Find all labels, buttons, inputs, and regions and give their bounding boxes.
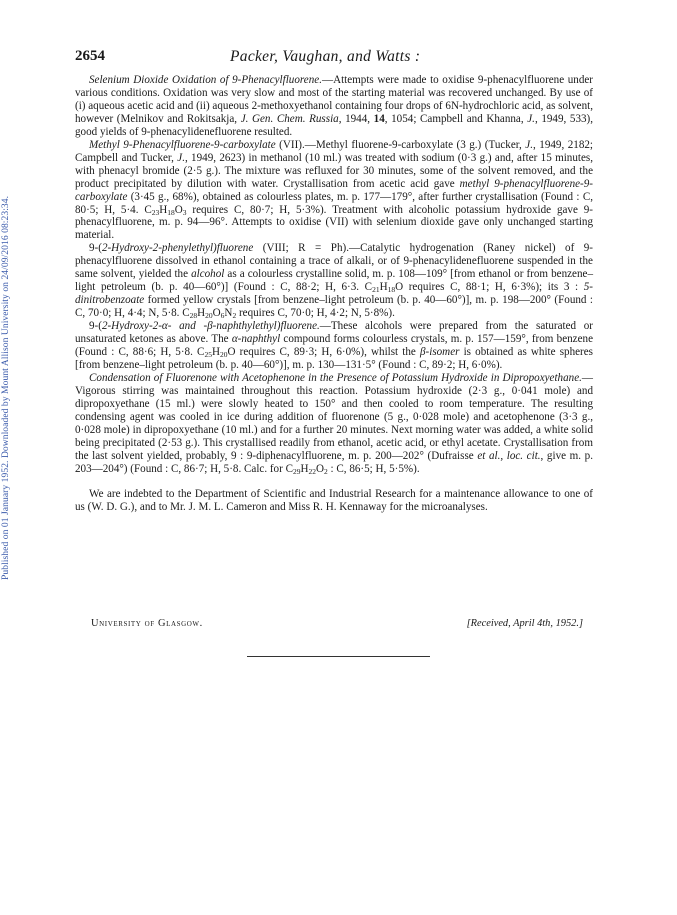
paragraph-text: is obtained as white spheres [from benzene–light petroleum (b. p. 40—60°)], m. p. 130—131·5° (Found : C, 89·2; H, 6·0%). [75,346,593,371]
citation: J. [177,151,185,164]
volume-number: 14 [373,112,385,125]
paragraph-text: 9-( [89,320,102,333]
affiliation: University of Glasgow. [91,618,203,629]
paragraph-text: 9-( [89,242,102,255]
paragraph-text: , 1949, 2623) in methanol (10 ml.) was treated with sodium (0·3 g.) and, after 15 minutes, with phenacyl bromide (2·5 g.). The mixture was refluxed for 30 minutes, some of the solvent removed, and the product precipitated by dilution with water. Crystallisation from acetic acid gave [75,151,593,190]
paragraph-text: as a colourless crystalline solid, m. p. 108—109° [from ethanol or from benzene–light petroleum (b. p. 40—60°)] (Found : C, 88·2; H, 6·3. C [75,268,593,294]
formula-subscript: 2 [324,466,328,476]
paragraph-text: compound forms colourless crystals, m. p. 157—159°, from benzene (Found : C, 88·6; H, 5·8. C [75,333,593,359]
compound-name: 5-dinitrobenzoate [75,281,593,307]
paragraph-text: O [212,307,221,320]
section-title: 2-Hydroxy-2-α- and -β-naphthylethyl)fluorene. [101,320,320,333]
paragraph-text: H [197,307,206,320]
paragraph-naphthylethyl [75,320,593,372]
paragraph-hydroxy-phenylethyl [75,242,593,320]
section-title: Condensation of Fluorenone with Acetophenone in the Presence of Potassium Hydroxide in Dipropoxyethane. [89,371,582,384]
paragraph-text: : C, 86·5; H, 5·5%). [327,462,420,475]
formula-subscript: 18 [387,285,396,295]
paragraph-text: , 1949, 533), good yields of 9-phenacylidenefluorene resulted. [75,112,594,138]
section-title: 2-Hydroxy-2-phenylethyl)fluorene [101,242,254,255]
paragraph-text: —Vigorous stirring was maintained throughout this reaction. Potassium hydroxide (2·3 g., 0·041 mole) and dipropoxyethane (15 ml.) were slowly heated to 150° and then cooled to room temperature. The resulting condensing agent was cooled in ice during addition of fluorenone (5 g., 0·028 mole) and acetophenone (3·3 g., 0·028 mole) in dipropoxyethane (10 ml.) and for a further 20 minutes. Next morning water was added, a white solid being precipitated (2·53 g.). This crystallised readily from ethanol, acetic acid, or ethyl acetate. Crystallisation from the last solvent yielded, probably, 9 : 9-diphenacylfluorene, m. p. 200—202° (Dufraisse [75,371,593,462]
paragraph-text: H [159,203,168,216]
formula-subscript: 28 [189,311,198,321]
formula-subscript: 23 [151,207,160,217]
citation: et al., loc. cit. [477,449,541,462]
paragraph-condensation [75,372,593,476]
compound-name: methyl 9-phenacylfluorene-9-carboxylate [75,177,593,203]
paragraph-text: O [316,462,325,475]
compound-name: α-naphthyl [231,333,281,346]
download-watermark [0,25,24,580]
formula-subscript: 18 [167,207,175,217]
paragraph-text: N [224,307,233,320]
formula-subscript: 22 [308,466,316,476]
page-header [75,48,595,68]
compound-name: alcohol [191,268,225,281]
formula-subscript: 21 [372,285,380,295]
citation: J. [527,112,535,125]
formula-subscript: 25 [204,350,212,360]
received-date: [Received, April 4th, 1952.] [466,618,583,629]
paragraph-selenium-dioxide [75,74,593,139]
paragraph-text: (VIII; R = Ph).—Catalytic hydrogenation (Raney nickel) of 9-phenacylfluorene dissolved in ethanol containing a trace of alkali, or of 9-phenacylidenefluorene suspended in the same solvent, yielded the [75,242,593,281]
formula-subscript: 29 [292,466,301,476]
citation: J. Gen. Chem. Russia [240,112,339,125]
running-title: Packer, Vaughan, and Watts : [230,48,421,65]
paragraph-text: O requires C, 88·1; H, 6·3%); its 3 : [395,281,584,294]
paragraph-text: —Attempts were made to oxidise 9-phenacylfluorene under various conditions. Oxidation was very slow and most of the starting material was recovered unchanged. By use of (i) aqueous acetic acid and (ii) aqueous 2-methoxyethanol containing four drops of 6N-hydrochloric acid, as solvent, however (Melnikov and Rokitsakja, [75,74,593,125]
paragraph-text: O requires C, 89·3; H, 6·0%), whilst the [227,346,421,359]
paragraph-text: H [211,346,220,359]
paragraph-text: formed yellow crystals [from benzene–light petroleum (b. p. 40—60°)], m. p. 198—200° (Found : C, 70·0; H, 4·4; N, 5·8. C [75,294,593,320]
paragraph-text: , give m. p. 203—204°) (Found : C, 86·7; H, 5·8. Calc. for C [75,449,593,475]
section-title: Methyl 9-Phenacylfluorene-9-carboxylate [89,138,276,151]
paragraph-text: H [379,281,388,294]
acknowledgements: We are indebted to the Department of Scientific and Industrial Research for a maintenance allowance to one of us (W. D. G.), and to Mr. J. M. L. Cameron and Miss R. H. Kennaway for the microanalyses. [75,487,593,513]
section-title: Selenium Dioxide Oxidation of 9-Phenacylfluorene. [89,74,322,86]
paragraph-text: , 1949, 2182; Campbell and Tucker, [75,138,593,164]
paragraph-text: H [300,462,309,475]
formula-subscript: 6 [220,311,225,321]
paragraph-text: requires C, 70·0; H, 4·2; N, 5·8%). [236,307,395,320]
paragraph-text: , 1944, [338,112,374,125]
paragraph-text: (VII).—Methyl fluorene-9-carboxylate (3 g.) (Tucker, [275,138,526,151]
formula-subscript: 20 [219,350,228,360]
formula-subscript: 3 [182,207,187,217]
citation: J. [525,138,533,151]
paragraph-text: requires C, 80·7; H, 5·3%). Treatment with alcoholic potassium hydroxide gave 9-phenacylfluorene, m. p. 94—96°. Attempts to oxidise (VII) with selenium dioxide gave only unchanged starting material. [75,203,593,242]
download-notice: Published on 01 January 1952. Downloaded by Mount Allison University on 24/09/2016 08:23:34. [0,195,11,580]
compound-name: β-isomer [420,346,460,359]
article-body [75,74,593,513]
paragraph-text: O [174,203,183,216]
paragraph-methyl-ester [75,139,593,243]
formula-subscript: 20 [205,311,213,321]
paragraph-text: , 1054; Campbell and Khanna, [384,112,528,125]
paragraph-text: —These alcohols were prepared from the saturated or unsaturated ketones as above. The [75,320,593,346]
end-rule [247,656,430,657]
page-number: 2654 [75,48,105,64]
paragraph-text: (3·45 g., 68%), obtained as colourless plates, m. p. 177—179°, after further crystallisation (Found : C, 80·5; H, 5·4. C [75,190,593,216]
formula-subscript: 2 [232,311,237,321]
